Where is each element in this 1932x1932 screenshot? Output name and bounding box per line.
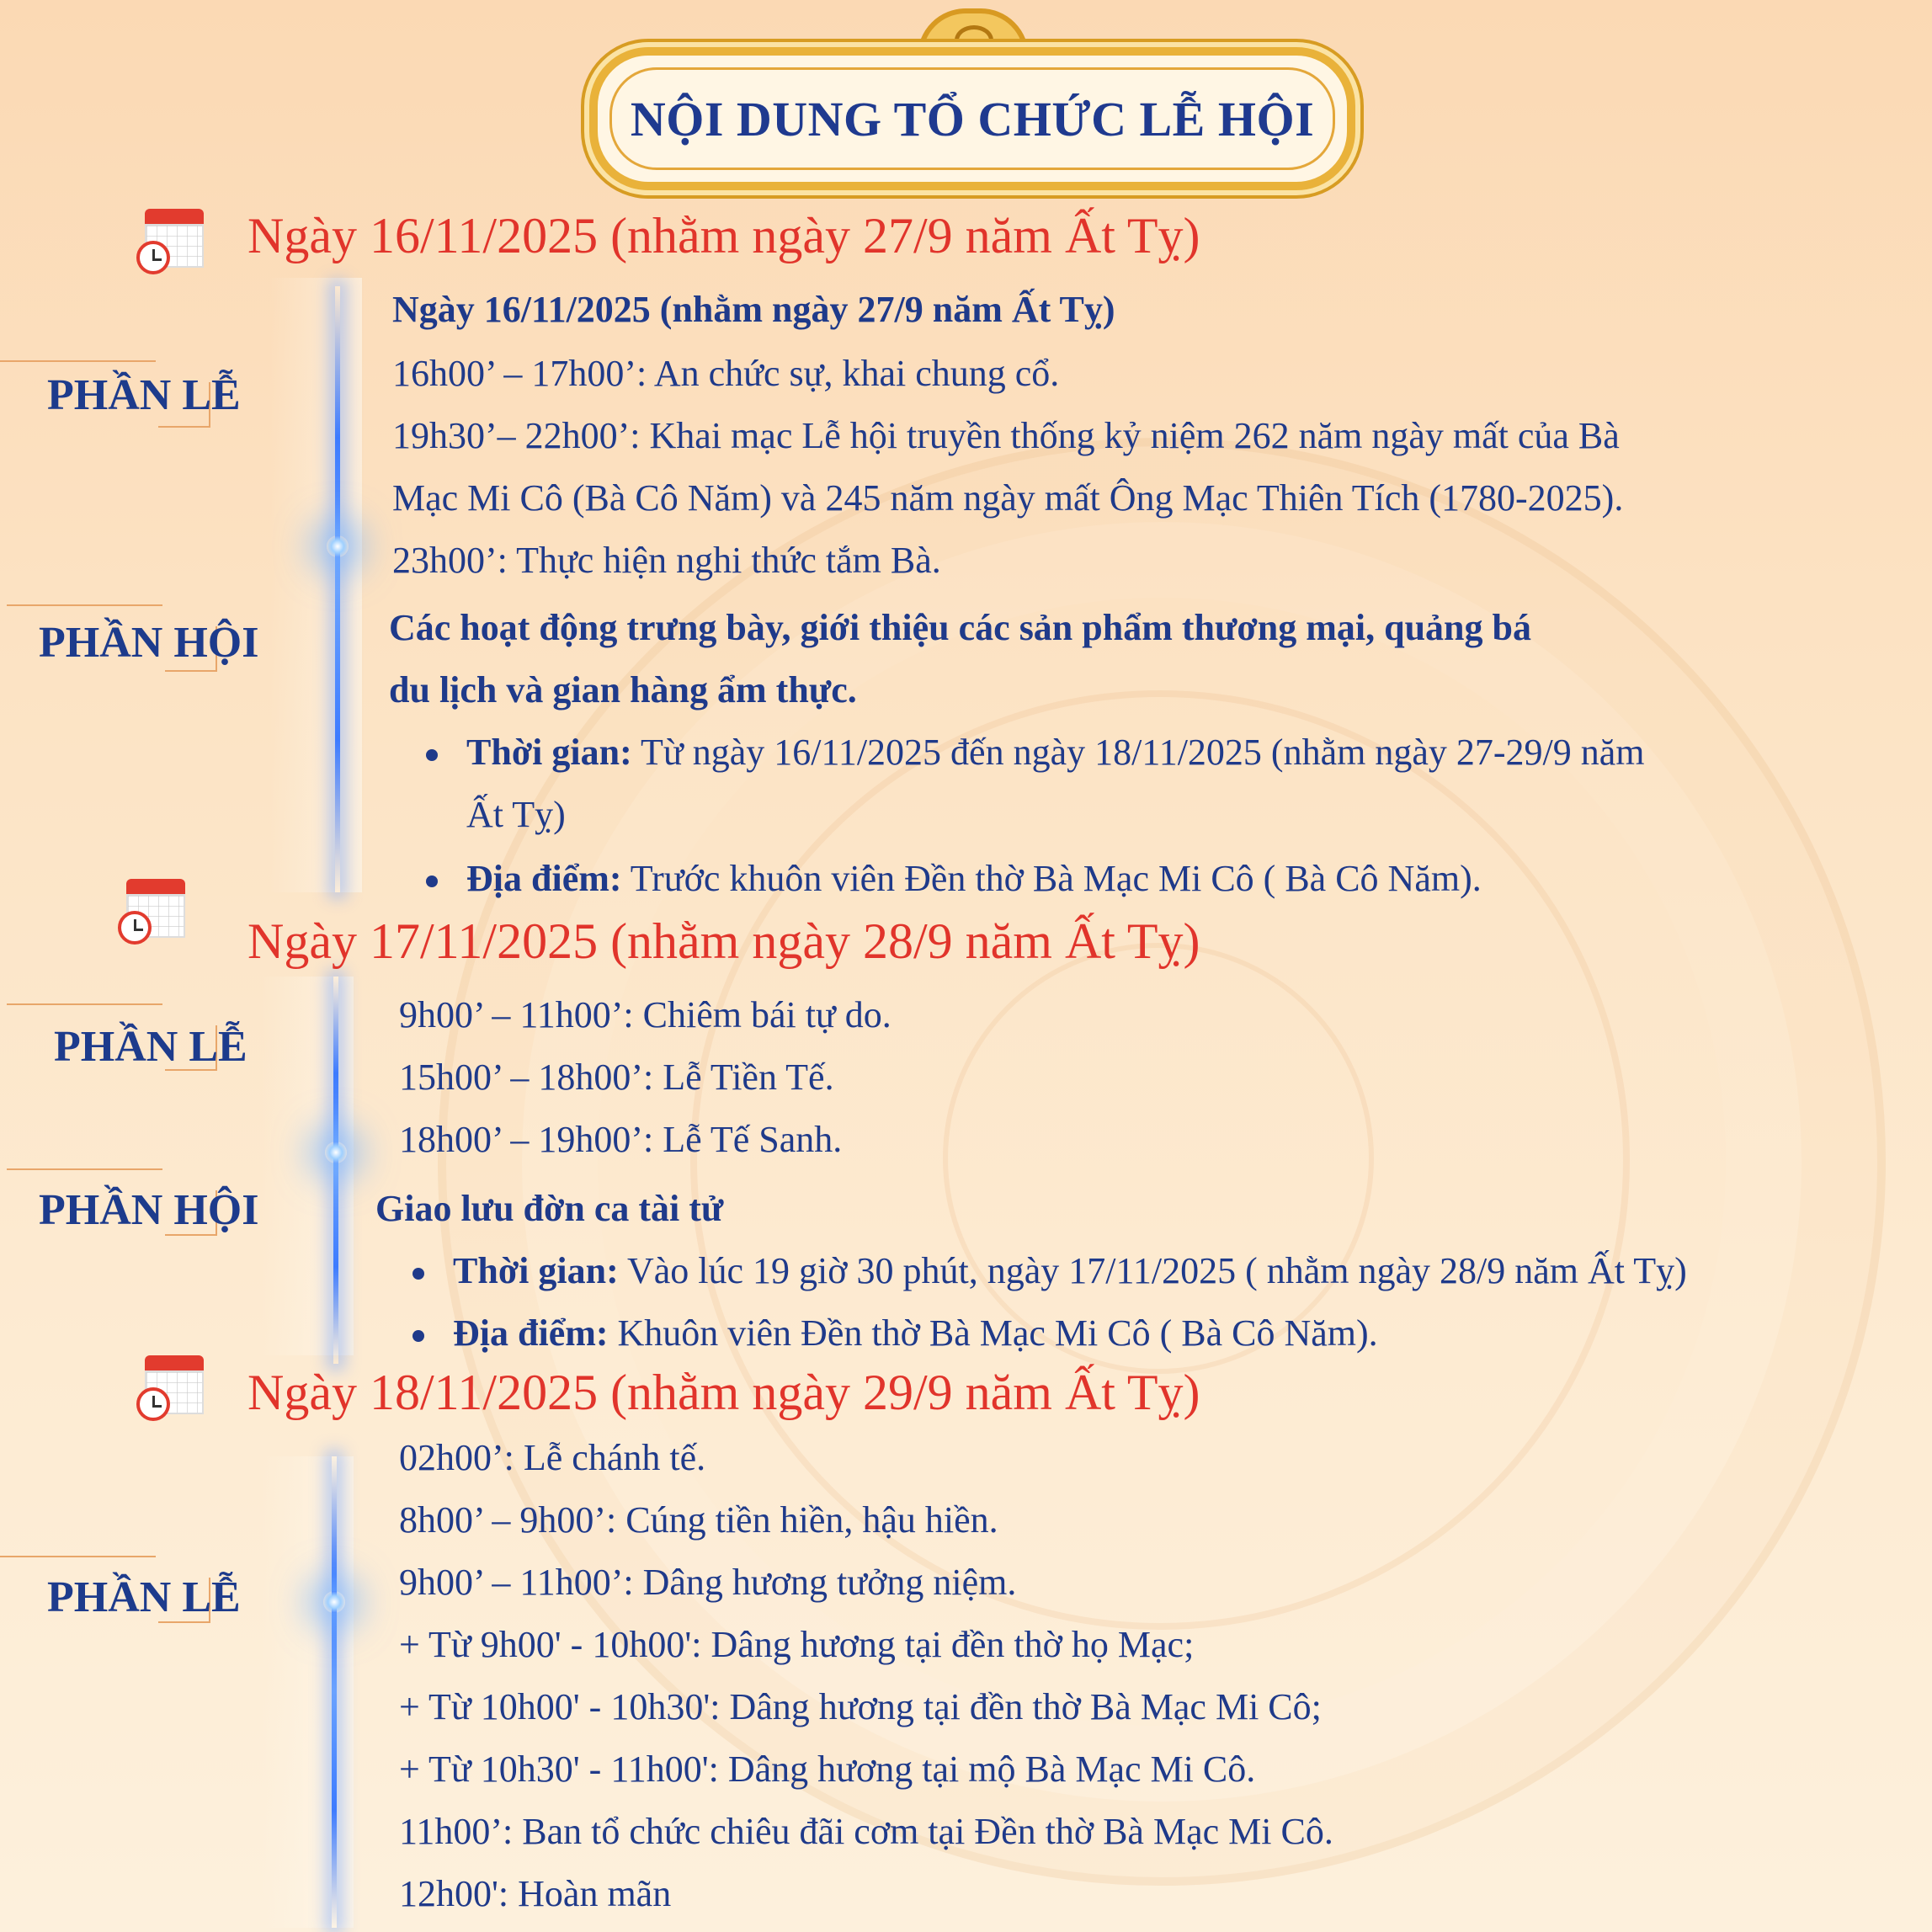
day-3-le-line: 11h00’: Ban tổ chức chiêu đãi cơm tại Đền thờ Bà Mạc Mi Cô. [399, 1811, 1333, 1852]
calendar-clock-icon [118, 876, 185, 943]
day-2-le-line: 15h00’ – 18h00’: Lễ Tiền Tế. [399, 1056, 834, 1098]
day-1-le-line: 23h00’: Thực hiện nghi thức tắm Bà. [392, 540, 941, 581]
day-2-time-item [453, 1249, 1687, 1292]
day-2-le-line: 9h00’ – 11h00’: Chiêm bái tự do. [399, 994, 891, 1035]
day-1-hoi-heading: Các hoạt động trưng bày, giới thiệu các sản phẩm thương mại, quảng bá [389, 607, 1531, 648]
day-3-le-label: PHẦN LỄ [47, 1573, 241, 1621]
title-banner [589, 47, 1355, 190]
calendar-clock-icon [136, 205, 204, 273]
background-drum-center [943, 943, 1374, 1374]
day-3-le-line: + Từ 10h30' - 11h00': Dâng hương tại mộ Bà Mạc Mi Cô. [399, 1748, 1256, 1790]
timeline-line-3 [332, 1456, 337, 1928]
timeline-line-1 [335, 286, 340, 892]
bullet-icon [412, 1268, 424, 1280]
time-text: Từ ngày 16/11/2025 đến ngày 18/11/2025 (nhằm ngày 27-29/9 năm [631, 732, 1645, 773]
day-3-le-line: 8h00’ – 9h00’: Cúng tiền hiền, hậu hiền. [399, 1499, 998, 1541]
place-label: Địa điểm: [453, 1312, 609, 1354]
day-3-title: Ngày 18/11/2025 (nhằm ngày 29/9 năm Ất Tỵ) [247, 1365, 1200, 1420]
time-label: Thời gian: [466, 732, 632, 773]
timeline-line-2 [333, 977, 338, 1364]
day-1-le-line: Mạc Mi Cô (Bà Cô Năm) và 245 năm ngày mất Ông Mạc Thiên Tích (1780-2025). [392, 477, 1624, 519]
day-1-hoi-heading: du lịch và gian hàng ẩm thực. [389, 669, 857, 711]
day-3-le-line: 9h00’ – 11h00’: Dâng hương tưởng niệm. [399, 1562, 1017, 1603]
bullet-icon [426, 876, 438, 887]
day-3-le-line: + Từ 10h00' - 10h30': Dâng hương tại đền thờ Bà Mạc Mi Cô; [399, 1686, 1322, 1727]
day-2-title: Ngày 17/11/2025 (nhằm ngày 28/9 năm Ất Tỵ) [247, 913, 1200, 969]
bullet-icon [426, 749, 438, 761]
day-1-time-item-cont: Ất Tỵ) [466, 794, 566, 835]
bullet-icon [412, 1330, 424, 1342]
day-1-time-item [466, 731, 1644, 774]
day-2-hoi-label: PHẦN HỘI [39, 1186, 259, 1234]
day-3-le-line: + Từ 9h00' - 10h00': Dâng hương tại đền thờ họ Mạc; [399, 1624, 1195, 1665]
timeline-spark-1 [327, 535, 349, 557]
day-1-hoi-label: PHẦN HỘI [39, 619, 259, 667]
day-1-le-label: PHẦN LỄ [47, 371, 241, 419]
place-label: Địa điểm: [466, 858, 622, 899]
time-text: Vào lúc 19 giờ 30 phút, ngày 17/11/2025 ( nhằm ngày 28/9 năm Ất Tỵ) [618, 1250, 1687, 1291]
page-title: NỘI DUNG TỔ CHỨC LỄ HỘI [630, 91, 1315, 146]
time-label: Thời gian: [453, 1250, 619, 1291]
timeline-band-2 [261, 977, 354, 1355]
day-1-le-heading: Ngày 16/11/2025 (nhằm ngày 27/9 năm Ất Tỵ) [392, 289, 1115, 330]
day-3-le-line: 02h00’: Lễ chánh tế. [399, 1437, 706, 1478]
calendar-clock-icon [136, 1352, 204, 1419]
day-2-le-label: PHẦN LỄ [54, 1023, 247, 1071]
day-2-place-item [453, 1312, 1378, 1355]
day-2-hoi-heading: Giao lưu đờn ca tài tử [375, 1188, 724, 1229]
day-1-le-line: 16h00’ – 17h00’: An chức sự, khai chung cổ. [392, 353, 1060, 394]
place-text: Trước khuôn viên Đền thờ Bà Mạc Mi Cô ( Bà Cô Năm). [621, 858, 1482, 899]
timeline-band-1 [269, 278, 362, 892]
timeline-spark-2 [325, 1142, 347, 1163]
day-1-title: Ngày 16/11/2025 (nhằm ngày 27/9 năm Ất Tỵ) [247, 208, 1200, 263]
timeline-spark-3 [323, 1591, 345, 1613]
day-2-le-line: 18h00’ – 19h00’: Lễ Tế Sanh. [399, 1119, 843, 1160]
day-3-le-line: 12h00': Hoàn mãn [399, 1873, 672, 1914]
day-1-le-line: 19h30’– 22h00’: Khai mạc Lễ hội truyền thống kỷ niệm 262 năm ngày mất của Bà [392, 415, 1620, 456]
day-1-place-item [466, 857, 1482, 900]
place-text: Khuôn viên Đền thờ Bà Mạc Mi Cô ( Bà Cô Năm). [608, 1312, 1378, 1354]
timeline-band-3 [261, 1456, 354, 1928]
